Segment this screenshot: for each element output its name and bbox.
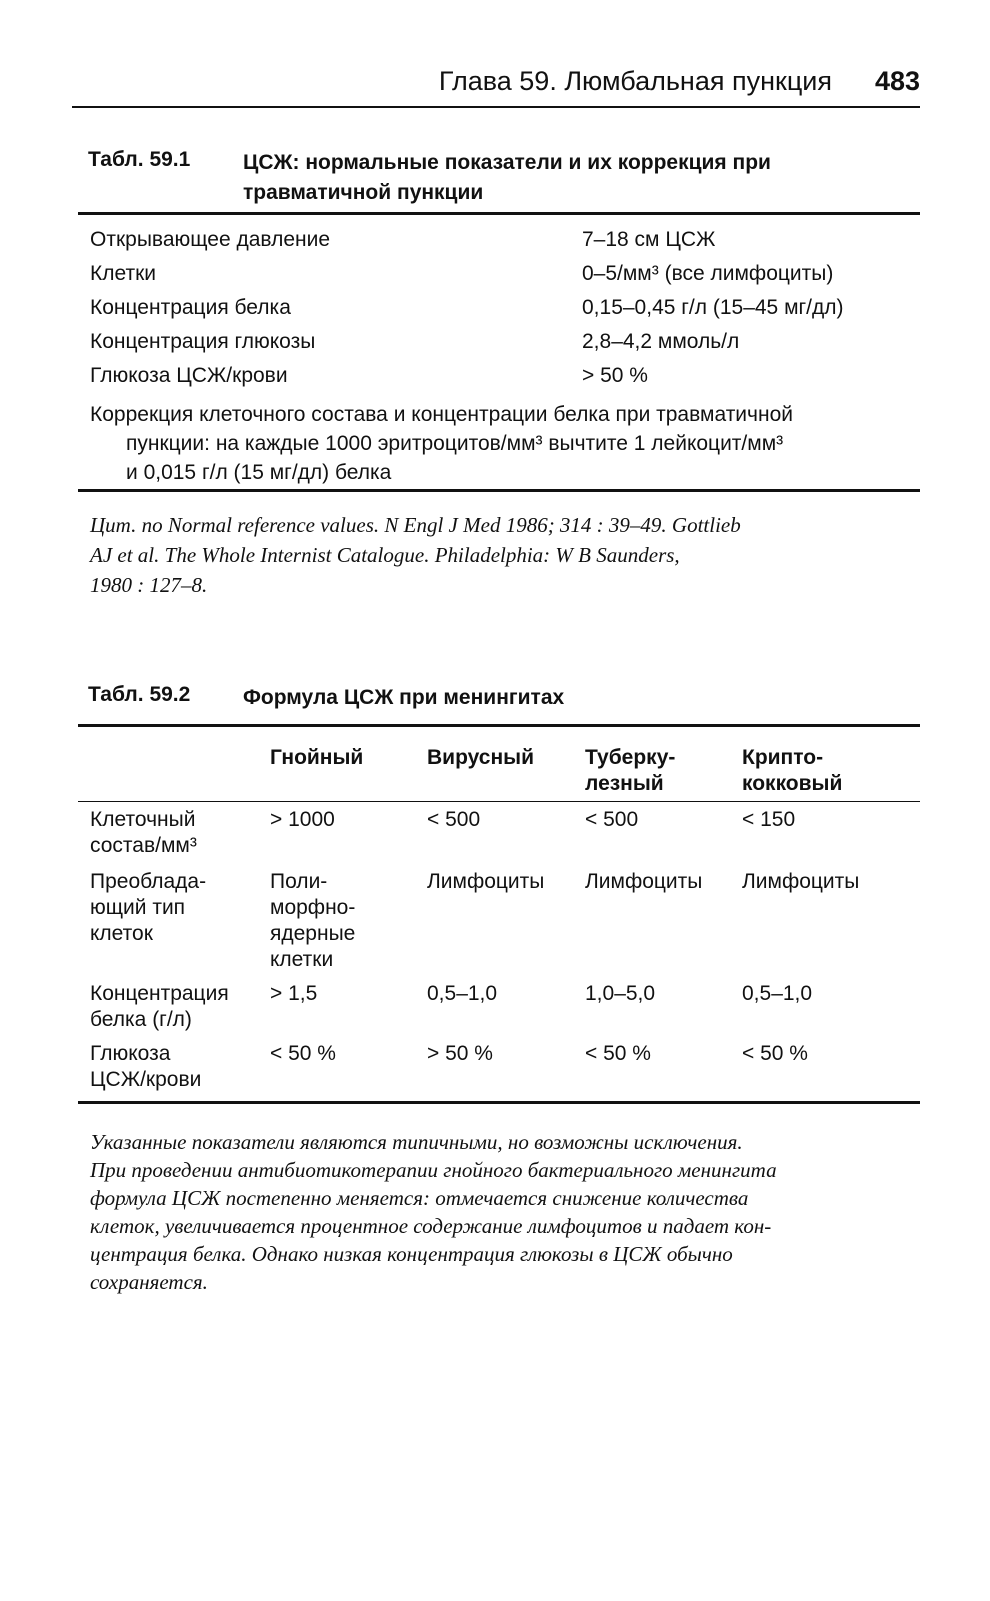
table1-source [90,510,910,600]
note-line: клеток, увеличивается процентное содержание лимфоцитов и падает кон- [90,1214,772,1238]
table-cell [742,1041,808,1067]
cell-line: 0,5–1,0 [742,982,813,1005]
cell-line: < 50 % [270,1042,336,1065]
col-header-tuberculous [585,745,675,797]
table2-top-rule [78,724,920,727]
cell-line: 0,5–1,0 [427,982,498,1005]
note-line: сохраняется. [90,1270,208,1294]
table1-label: Концентрация белка [90,296,291,319]
table-cell [427,1041,493,1067]
note-line: Указанные показатели являются типичными, но возможны исключения. [90,1130,743,1154]
table-cell [427,807,480,833]
col-header-line: Гнойный [270,746,364,769]
cell-line: морфно- [270,896,356,919]
table1-title: ЦСЖ: нормальные показатели и их коррекция при травматичной пункции [243,151,771,204]
cell-line: Лимфоциты [742,870,860,893]
table-cell [585,1041,651,1067]
source-line: 1980 : 127–8. [90,573,208,597]
table1-number: Табл. 59.1 [88,148,191,171]
label-line: Глюкоза [90,1042,171,1065]
label-line: ЦСЖ/крови [90,1068,202,1091]
table1-label: Клетки [90,262,157,285]
label-line: белка (г/л) [90,1008,192,1031]
table1-correction [90,400,910,487]
table2-bottom-rule [78,1101,920,1104]
table2-number: Табл. 59.2 [88,683,191,706]
table1-value: 0,15–0,45 г/л (15–45 мг/дл) [582,296,844,319]
cell-line: < 50 % [585,1042,651,1065]
chapter-title: Глава 59. Люмбальная пункция [438,66,832,96]
table-cell [585,869,702,895]
row-label-glucose [90,1041,201,1093]
label-line: ющий тип [90,896,186,919]
source-line: AJ et al. The Whole Internist Catalogue. Philadelphia: W B Saunders, [90,543,680,567]
col-header-purulent [270,745,363,771]
note-line: формула ЦСЖ постепенно меняется: отмечается снижение количества [90,1186,749,1210]
cell-line: > 50 % [427,1042,493,1065]
correction-line: и 0,015 г/л (15 мг/дл) белка [126,461,392,484]
table2-header-rule [78,801,920,802]
page-number: 483 [874,66,920,96]
table1-label: Концентрация глюкозы [90,330,316,353]
cell-line: < 150 [742,808,796,831]
table1-label: Открывающее давление [90,228,331,251]
cell-line: < 50 % [742,1042,808,1065]
note-line: При проведении антибиотикотерапии гнойного бактериального менингита [90,1158,777,1182]
source-line: Цит. по Normal reference values. N Engl J Med 1986; 314 : 39–49. Gottlieb [90,513,741,537]
col-header-line: Вирусный [427,746,534,769]
table-cell [427,869,544,895]
table2-title: Формула ЦСЖ при менингитах [243,686,565,709]
correction-line: Коррекция клеточного состава и концентрации белка при травматичной [90,403,793,426]
cell-line: 1,0–5,0 [585,982,656,1005]
table1-value: > 50 % [582,364,648,387]
row-label-cell-type [90,869,206,947]
table-cell [585,981,655,1007]
col-header-cryptococcal [742,745,842,797]
table-cell [742,807,795,833]
cell-line: клетки [270,948,334,971]
label-line: Концентрация [90,982,229,1005]
cell-line: < 500 [427,808,481,831]
cell-line: Поли- [270,870,328,893]
cell-line: ядерные [270,922,356,945]
table-cell [742,981,812,1007]
table-cell [270,869,355,973]
table-cell [427,981,497,1007]
label-line: состав/мм³ [90,834,197,857]
label-line: Преоблада- [90,870,207,893]
cell-line: Лимфоциты [427,870,545,893]
cell-line: < 500 [585,808,639,831]
cell-line: > 1,5 [270,982,318,1005]
col-header-line: кокковый [742,772,843,795]
cell-line: Лимфоциты [585,870,703,893]
table-cell [270,807,335,833]
table-cell [270,1041,336,1067]
table1-top-rule [78,212,920,215]
col-header-line: Крипто- [742,746,824,769]
label-line: Клеточный [90,808,196,831]
running-header [72,62,920,108]
table1-label: Глюкоза ЦСЖ/крови [90,364,288,387]
correction-line: пункции: на каждые 1000 эритроцитов/мм³ вычтите 1 лейкоцит/мм³ [126,432,784,455]
col-header-line: лезный [585,772,664,795]
col-header-viral [427,745,534,771]
table1-value: 0–5/мм³ (все лимфоциты) [582,262,834,285]
table-cell [585,807,638,833]
row-label-protein [90,981,229,1033]
label-line: клеток [90,922,153,945]
table-cell [742,869,859,895]
table2-note [90,1128,910,1296]
note-line: центрация белка. Однако низкая концентрация глюкозы в ЦСЖ обычно [90,1242,733,1266]
table1-bottom-rule [78,489,920,492]
cell-line: > 1000 [270,808,335,831]
col-header-line: Туберку- [585,746,676,769]
row-label-cells [90,807,197,859]
table1-value: 2,8–4,2 ммоль/л [582,330,740,353]
table-cell [270,981,317,1007]
table1-value: 7–18 см ЦСЖ [582,228,716,251]
